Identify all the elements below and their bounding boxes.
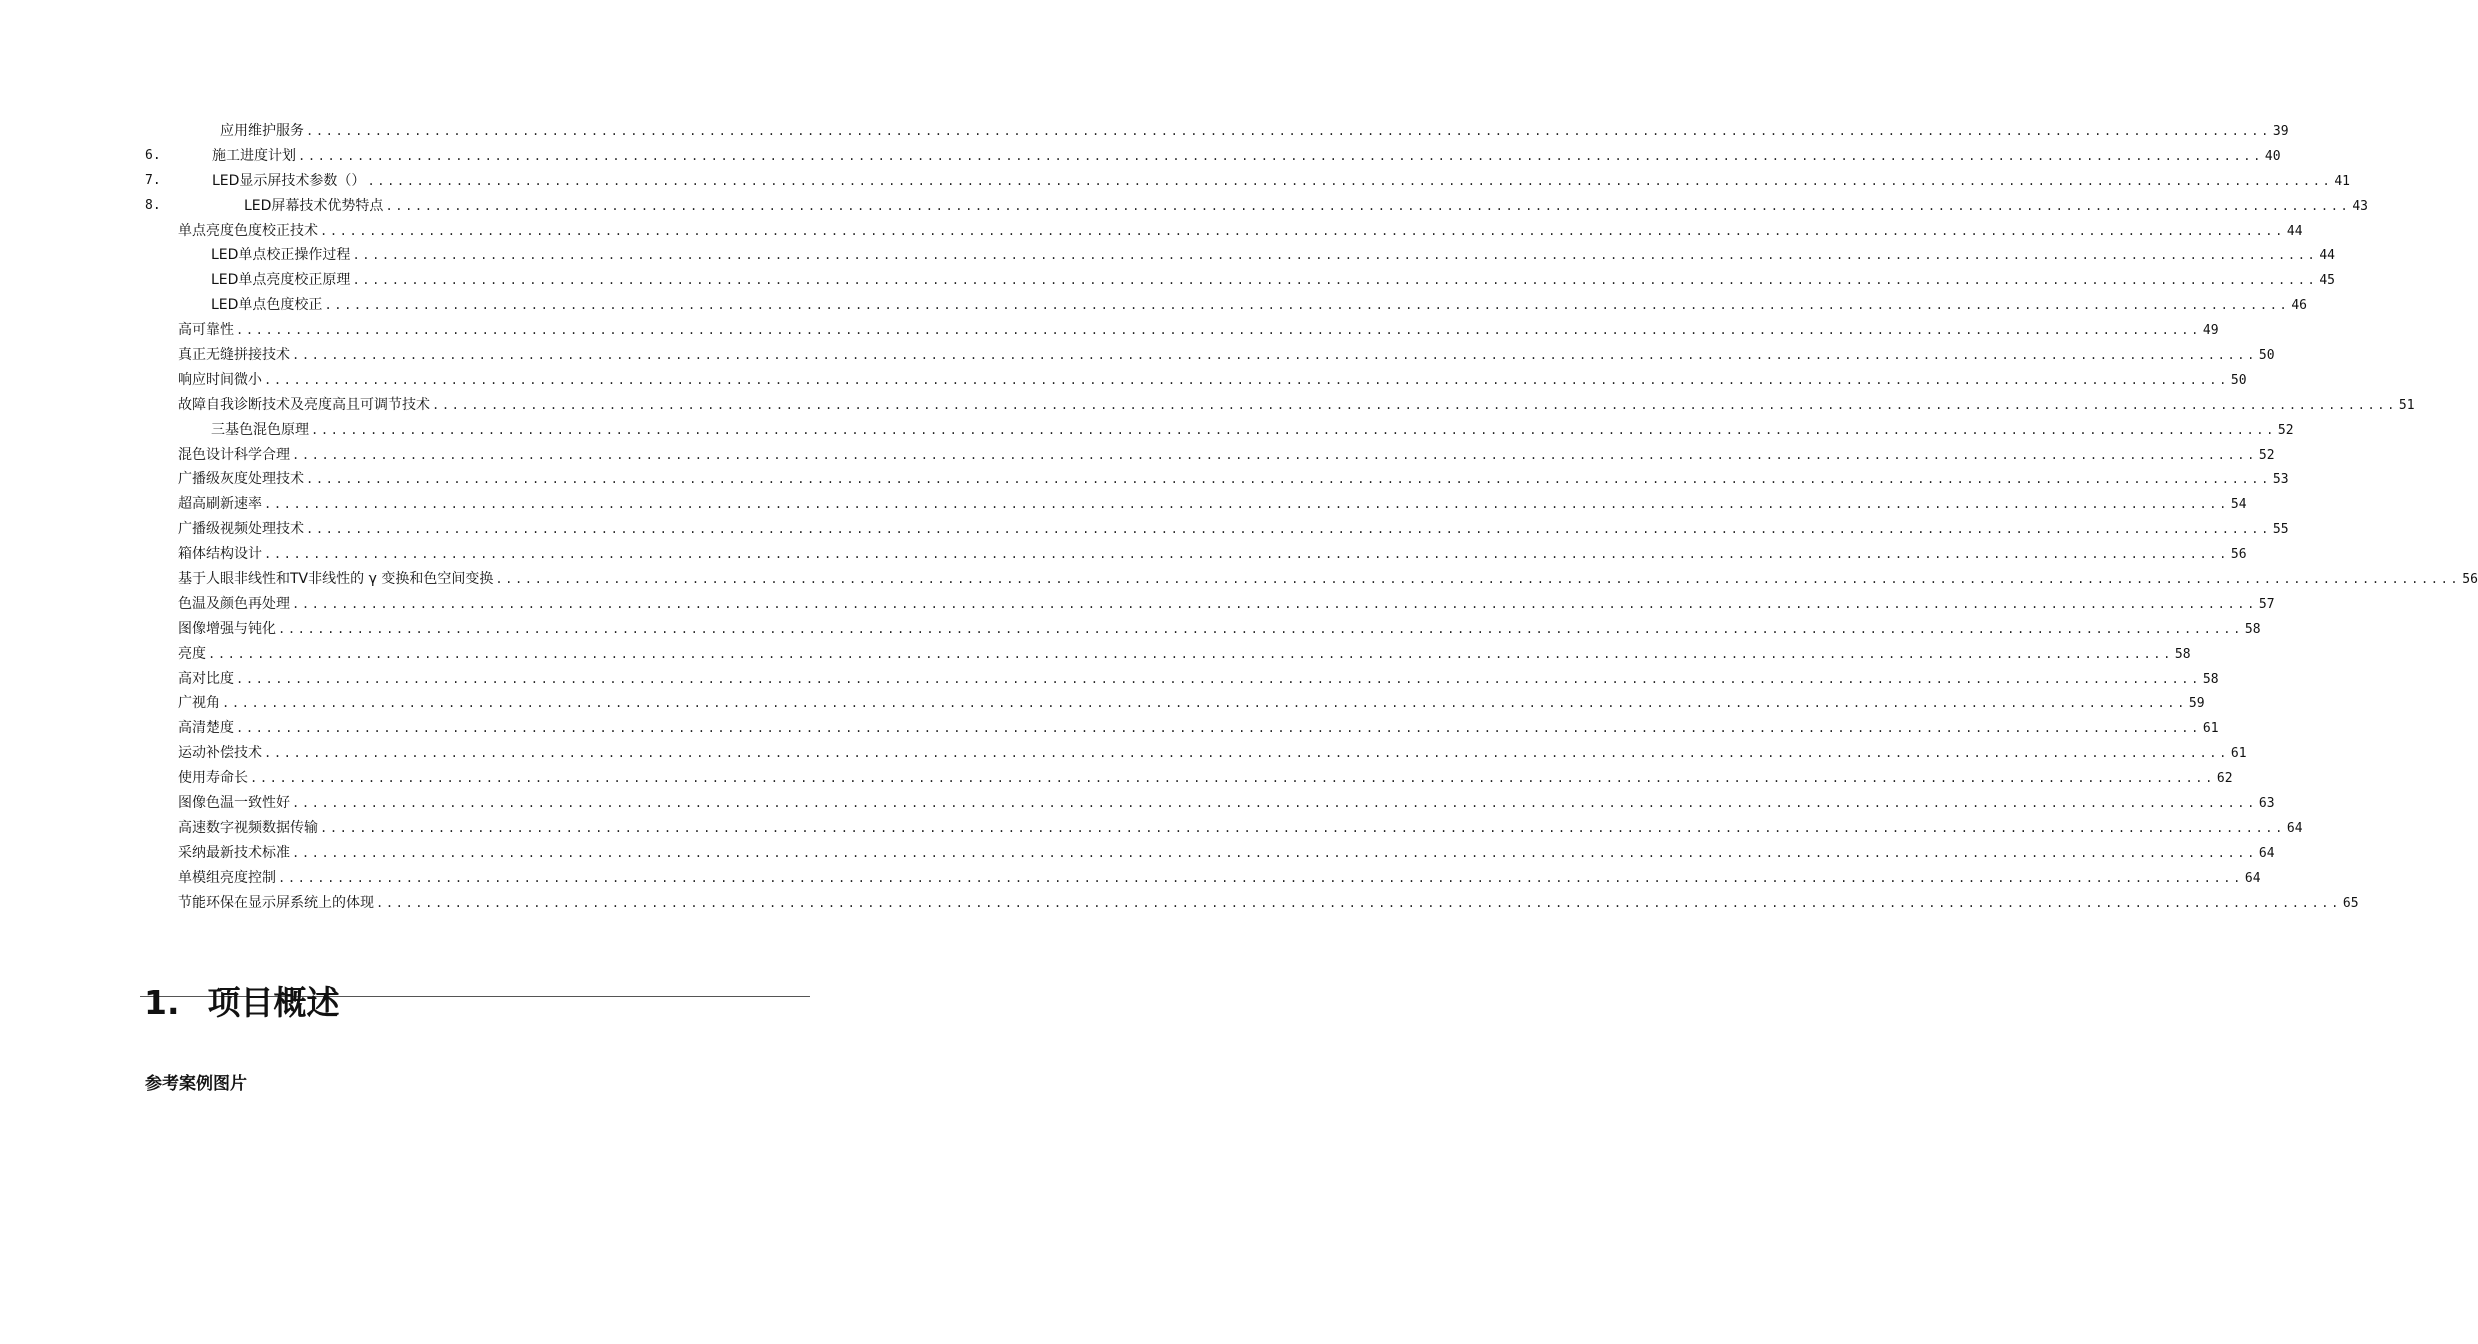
toc-page-number: 54 bbox=[2230, 497, 2247, 513]
toc-entry-title: 广视角 bbox=[178, 695, 220, 712]
toc-row[interactable] bbox=[0, 144, 2281, 169]
toc-entry[interactable] bbox=[212, 144, 2281, 169]
toc-entry-title: 高清楚度 bbox=[178, 720, 234, 737]
toc-entry[interactable] bbox=[244, 194, 2369, 219]
toc-entry-title: LED单点色度校正 bbox=[211, 297, 323, 314]
toc-entry[interactable] bbox=[212, 169, 2351, 194]
toc-entry[interactable] bbox=[178, 816, 2303, 841]
toc-row[interactable] bbox=[0, 766, 2233, 791]
toc-row[interactable] bbox=[0, 691, 2205, 716]
toc-entry-title: 高速数字视频数据传输 bbox=[178, 819, 318, 836]
toc-page-number: 43 bbox=[2352, 198, 2369, 214]
toc-row[interactable] bbox=[0, 517, 2289, 542]
toc-entry[interactable] bbox=[178, 343, 2275, 368]
toc-page-number: 53 bbox=[2272, 472, 2289, 488]
toc-entry[interactable] bbox=[178, 219, 2303, 244]
toc-entry-title: 故障自我诊断技术及亮度高且可调节技术 bbox=[178, 396, 430, 413]
toc-dot-leader: ........................................................................................................................................................................................................ bbox=[324, 298, 2290, 313]
toc-dot-leader: ........................................................................................................................................................................................................ bbox=[367, 173, 2333, 188]
toc-page-number: 39 bbox=[2272, 124, 2289, 139]
toc-dot-leader: ........................................................................................................................................................................................................ bbox=[292, 796, 2257, 811]
toc-entry-title: 响应时间微小 bbox=[178, 371, 262, 388]
toc-entry[interactable] bbox=[211, 268, 2336, 293]
toc-entry[interactable] bbox=[178, 667, 2219, 692]
toc-entry[interactable] bbox=[178, 891, 2359, 916]
toc-dot-leader: ........................................................................................................................................................................................................ bbox=[236, 671, 2201, 686]
toc-entry-title: LED屏幕技术优势特点 bbox=[244, 197, 384, 214]
toc-page-number: 51 bbox=[2398, 397, 2415, 413]
toc-dot-leader: ........................................................................................................................................................................................................ bbox=[320, 223, 2285, 238]
toc-row[interactable] bbox=[0, 891, 2359, 916]
toc-dot-leader: ........................................................................................................................................................................................................ bbox=[376, 895, 2341, 910]
toc-row[interactable] bbox=[0, 318, 2219, 343]
toc-dot-leader: ........................................................................................................................................................................................................ bbox=[306, 522, 2271, 537]
toc-page-number: 44 bbox=[2286, 223, 2303, 239]
toc-row[interactable] bbox=[0, 816, 2303, 841]
toc-row[interactable] bbox=[0, 492, 2247, 517]
toc-entry[interactable] bbox=[178, 866, 2261, 891]
toc-page-number: 62 bbox=[2216, 771, 2233, 787]
toc-entry-title: 使用寿命长 bbox=[178, 770, 248, 787]
toc-entry-title: 色温及颜色再处理 bbox=[178, 595, 290, 612]
toc-entry-title: 基于人眼非线性和TV非线性的 γ 变换和色空间变换 bbox=[178, 571, 494, 588]
toc-entry[interactable] bbox=[178, 592, 2275, 617]
toc-entry[interactable] bbox=[211, 293, 2308, 318]
toc-entry-title: 应用维护服务 bbox=[220, 123, 304, 139]
toc-entry-title: 图像增强与钝化 bbox=[178, 620, 276, 637]
toc-row[interactable] bbox=[0, 194, 2369, 219]
toc-dot-leader: ........................................................................................................................................................................................................ bbox=[278, 870, 2243, 885]
toc-page-number: 41 bbox=[2334, 173, 2351, 189]
toc-dot-leader: ........................................................................................................................................................................................................ bbox=[320, 820, 2285, 835]
toc-page-number: 40 bbox=[2264, 148, 2281, 164]
toc-entry[interactable] bbox=[178, 791, 2275, 816]
toc-entry[interactable] bbox=[178, 741, 2247, 766]
toc-entry-title: 三基色混色原理 bbox=[211, 421, 309, 438]
toc-dot-leader: ........................................................................................................................................................................................................ bbox=[385, 198, 2351, 213]
toc-row[interactable] bbox=[0, 393, 2415, 418]
toc-page-number: 61 bbox=[2230, 746, 2247, 762]
toc-dot-leader: ........................................................................................................................................................................................................ bbox=[495, 572, 2461, 587]
toc-entry-title: 混色设计科学合理 bbox=[178, 446, 290, 463]
toc-page-number: 49 bbox=[2202, 323, 2219, 339]
toc-entry[interactable] bbox=[211, 243, 2336, 268]
toc-entry-title: LED单点校正操作过程 bbox=[211, 247, 351, 264]
toc-dot-leader: ........................................................................................................................................................................................................ bbox=[236, 721, 2201, 736]
toc-dot-leader: ........................................................................................................................................................................................................ bbox=[306, 472, 2271, 487]
toc-page-number: 50 bbox=[2258, 348, 2275, 364]
toc-entry[interactable] bbox=[178, 318, 2219, 343]
toc-page-number: 61 bbox=[2202, 721, 2219, 737]
toc-page-number: 50 bbox=[2230, 372, 2247, 388]
toc-entry[interactable] bbox=[178, 393, 2415, 418]
toc-entry-title: 节能环保在显示屏系统上的体现 bbox=[178, 894, 374, 911]
toc-dot-leader: ........................................................................................................................................................................................................ bbox=[298, 148, 2263, 163]
toc-dot-leader: ........................................................................................................................................................................................................ bbox=[278, 621, 2243, 636]
toc-row[interactable] bbox=[0, 119, 2289, 144]
toc-dot-leader: ........................................................................................................................................................................................................ bbox=[311, 422, 2276, 437]
toc-row[interactable] bbox=[0, 667, 2219, 692]
toc-page-number: 52 bbox=[2258, 447, 2275, 463]
toc-dot-leader: ........................................................................................................................................................................................................ bbox=[432, 397, 2397, 412]
toc-dot-leader: ........................................................................................................................................................................................................ bbox=[352, 273, 2318, 288]
toc-entry-title: 单点亮度色度校正技术 bbox=[178, 222, 318, 239]
toc-row[interactable] bbox=[0, 642, 2191, 667]
toc-row[interactable] bbox=[0, 866, 2261, 891]
toc-entry[interactable] bbox=[178, 617, 2261, 642]
toc-dot-leader: ........................................................................................................................................................................................................ bbox=[236, 323, 2201, 338]
toc-row[interactable] bbox=[0, 617, 2261, 642]
toc-entry-title: 采纳最新技术标准 bbox=[178, 844, 290, 861]
toc-page-number: 63 bbox=[2258, 796, 2275, 812]
section-heading bbox=[144, 978, 340, 1028]
toc-number: 6. bbox=[145, 147, 161, 163]
toc-entry-title: 单模组亮度控制 bbox=[178, 869, 276, 886]
toc-row[interactable] bbox=[0, 567, 2478, 592]
toc-entry[interactable] bbox=[178, 691, 2205, 716]
subsection-title: 参考案例图片 bbox=[145, 1074, 247, 1094]
toc-row[interactable] bbox=[0, 467, 2289, 492]
toc-page-number: 64 bbox=[2258, 845, 2275, 861]
toc-page-number: 56 bbox=[2230, 547, 2247, 563]
toc-dot-leader: ........................................................................................................................................................................................................ bbox=[208, 646, 2173, 661]
toc-row[interactable] bbox=[0, 716, 2219, 741]
toc-entry-title: LED显示屏技术参数（） bbox=[212, 172, 366, 189]
toc-dot-leader: ........................................................................................................................................................................................................ bbox=[264, 547, 2229, 562]
toc-row[interactable] bbox=[0, 741, 2247, 766]
toc-dot-leader: ........................................................................................................................................................................................................ bbox=[306, 124, 2271, 138]
toc-entry[interactable] bbox=[178, 642, 2191, 667]
toc-page-number: 59 bbox=[2188, 696, 2205, 712]
toc-entry-title: 运动补偿技术 bbox=[178, 745, 262, 762]
toc-page-number: 65 bbox=[2342, 895, 2359, 911]
toc-entry[interactable] bbox=[178, 542, 2247, 567]
toc-entry[interactable] bbox=[178, 567, 2478, 592]
toc-page-number: 58 bbox=[2244, 621, 2261, 637]
toc-entry[interactable] bbox=[178, 467, 2289, 492]
toc-dot-leader: ........................................................................................................................................................................................................ bbox=[264, 372, 2229, 387]
toc-entry-title: 施工进度计划 bbox=[212, 147, 296, 164]
toc-entry-title: 广播级视频处理技术 bbox=[178, 521, 304, 538]
toc-row[interactable] bbox=[0, 418, 2294, 443]
toc-dot-leader: ........................................................................................................................................................................................................ bbox=[292, 348, 2257, 363]
toc-row[interactable] bbox=[0, 443, 2275, 468]
section-number: 1. bbox=[144, 983, 180, 1022]
table-of-contents bbox=[0, 119, 2478, 916]
toc-row[interactable] bbox=[0, 841, 2275, 866]
toc-dot-leader: ........................................................................................................................................................................................................ bbox=[264, 746, 2229, 761]
toc-dot-leader: ........................................................................................................................................................................................................ bbox=[264, 497, 2229, 512]
toc-entry[interactable] bbox=[178, 766, 2233, 791]
toc-entry[interactable] bbox=[178, 492, 2247, 517]
toc-number: 7. bbox=[145, 172, 161, 188]
section-heading-block bbox=[140, 978, 810, 1028]
toc-row[interactable] bbox=[0, 169, 2351, 194]
toc-page-number: 64 bbox=[2244, 870, 2261, 886]
toc-entry[interactable] bbox=[178, 716, 2219, 741]
toc-entry[interactable] bbox=[178, 517, 2289, 542]
toc-row[interactable] bbox=[0, 293, 2308, 318]
toc-row[interactable] bbox=[0, 268, 2336, 293]
toc-row[interactable] bbox=[0, 791, 2275, 816]
toc-entry[interactable] bbox=[178, 443, 2275, 468]
toc-entry[interactable] bbox=[220, 119, 2289, 144]
toc-row[interactable] bbox=[0, 592, 2275, 617]
toc-page-number: 55 bbox=[2272, 522, 2289, 538]
toc-row[interactable] bbox=[0, 343, 2275, 368]
toc-dot-leader: ........................................................................................................................................................................................................ bbox=[250, 771, 2215, 786]
toc-dot-leader: ........................................................................................................................................................................................................ bbox=[292, 845, 2257, 860]
toc-entry-title: 亮度 bbox=[178, 645, 206, 662]
toc-entry-title: 超高刷新速率 bbox=[178, 496, 262, 513]
toc-dot-leader: ........................................................................................................................................................................................................ bbox=[292, 447, 2257, 462]
toc-page-number: 44 bbox=[2319, 248, 2336, 264]
toc-entry-title: LED单点亮度校正原理 bbox=[211, 272, 351, 289]
toc-dot-leader: ........................................................................................................................................................................................................ bbox=[292, 596, 2257, 611]
toc-page-number: 45 bbox=[2319, 273, 2336, 289]
toc-row[interactable] bbox=[0, 243, 2336, 268]
toc-row[interactable] bbox=[0, 219, 2303, 244]
toc-entry-title: 高对比度 bbox=[178, 670, 234, 687]
toc-number: 8. bbox=[145, 197, 161, 213]
toc-entry[interactable] bbox=[178, 368, 2247, 393]
toc-page-number: 46 bbox=[2291, 298, 2308, 314]
toc-entry[interactable] bbox=[178, 841, 2275, 866]
section-title: 项目概述 bbox=[207, 983, 340, 1022]
toc-page-number: 64 bbox=[2286, 820, 2303, 836]
toc-page-number: 56 bbox=[2462, 572, 2478, 588]
toc-page-number: 57 bbox=[2258, 596, 2275, 612]
toc-entry-title: 高可靠性 bbox=[178, 322, 234, 339]
toc-page-number: 58 bbox=[2202, 671, 2219, 687]
toc-entry-title: 真正无缝拼接技术 bbox=[178, 347, 290, 364]
toc-entry[interactable] bbox=[211, 418, 2294, 443]
toc-page-number: 52 bbox=[2277, 422, 2294, 438]
toc-row[interactable] bbox=[0, 542, 2247, 567]
toc-dot-leader: ........................................................................................................................................................................................................ bbox=[222, 696, 2187, 711]
toc-row[interactable] bbox=[0, 368, 2247, 393]
toc-entry-title: 箱体结构设计 bbox=[178, 546, 262, 563]
toc-page-number: 58 bbox=[2174, 646, 2191, 662]
toc-entry-title: 图像色温一致性好 bbox=[178, 795, 290, 812]
toc-dot-leader: ........................................................................................................................................................................................................ bbox=[352, 248, 2318, 263]
toc-entry-title: 广播级灰度处理技术 bbox=[178, 471, 304, 488]
